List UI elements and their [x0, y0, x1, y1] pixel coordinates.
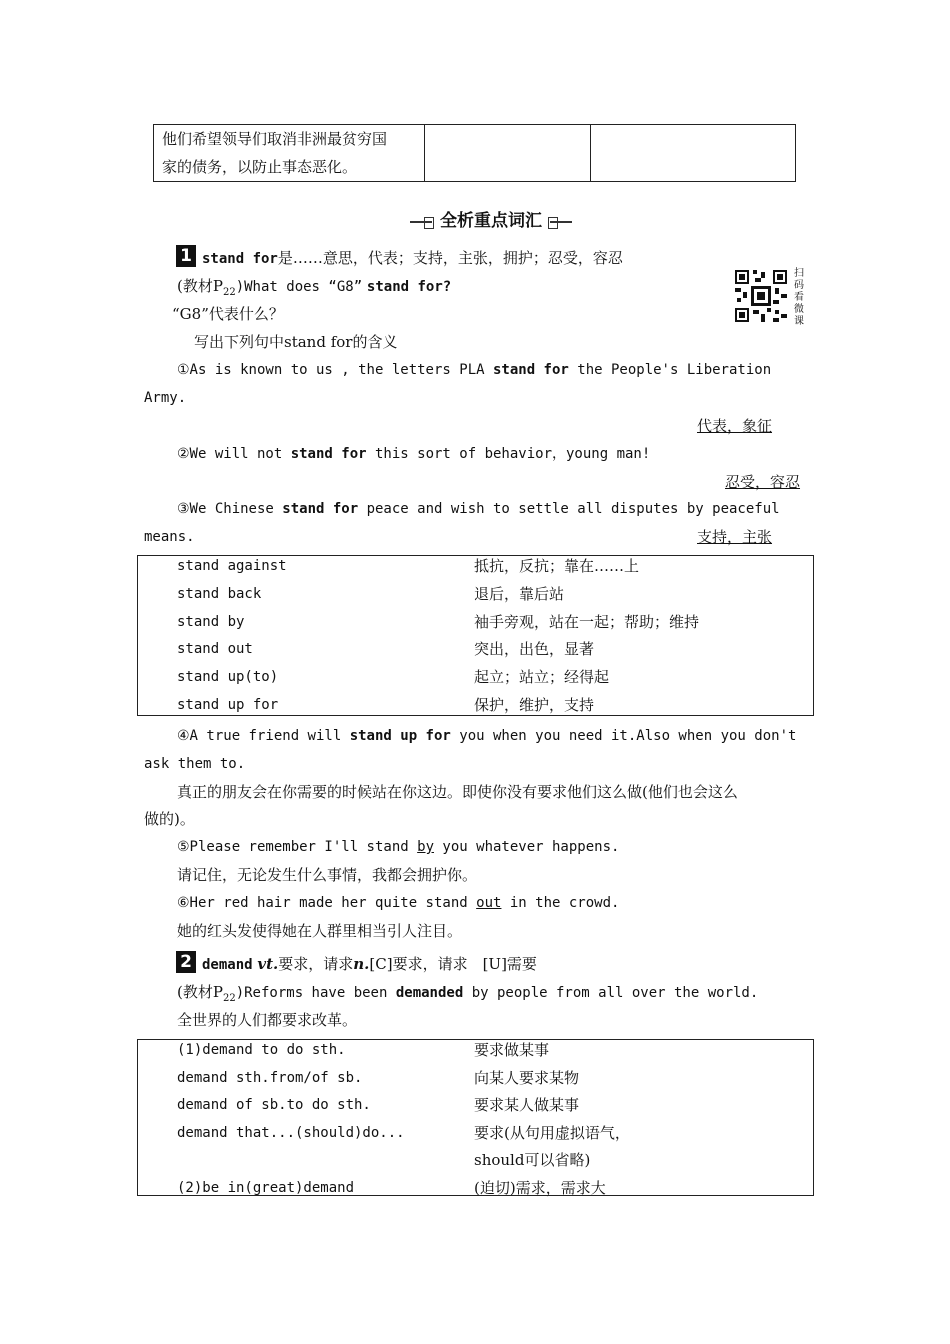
example-text: ④A true friend will — [177, 728, 350, 744]
phrase-english: stand against — [177, 558, 287, 574]
textbook-bold: stand for? — [366, 279, 452, 295]
phrase-chinese: (迫切)需求，需求大 — [474, 1179, 606, 1197]
section-title: 全析重点词汇 — [440, 211, 542, 231]
item2-textbook — [177, 981, 758, 1010]
phrase-chinese: 突出，出色，显著 — [474, 640, 595, 659]
example-4 — [177, 725, 796, 747]
banner-rule-right — [550, 221, 572, 223]
example-3 — [177, 498, 780, 520]
example-text: in the crowd. — [501, 895, 620, 911]
phrase-chinese: 起立；站立；经得起 — [474, 668, 610, 687]
item-number-1: 1 — [176, 245, 196, 267]
example-3-line2: means. — [144, 529, 195, 545]
example-4-translation: 真正的朋友会在你需要的时候站在你这边。即使你没有要求他们这么做(他们也会这么 — [177, 783, 738, 801]
example-2 — [177, 443, 650, 465]
qr-label: 扫码看微课 — [794, 268, 804, 327]
example-text: the People's Liberation — [568, 362, 772, 378]
table-cell-chinese — [154, 125, 425, 181]
phrase-english: (1)demand to do sth. — [177, 1042, 346, 1058]
table-cell-empty — [425, 125, 591, 181]
example-6 — [177, 892, 619, 914]
example-bold: stand for — [492, 362, 569, 378]
headword-meaning: 是……意思，代表；支持，主张，拥护；忍受，容忍 — [277, 249, 623, 267]
answer-2: 忍受，容忍 — [725, 473, 801, 491]
instruction: 写出下列句中stand for的含义 — [194, 333, 398, 351]
phrase-chinese: 要求某人做某事 — [474, 1096, 580, 1115]
phrase-english: demand that...(should)do... — [177, 1124, 405, 1141]
example-5 — [177, 836, 619, 858]
example-1-line2: Army. — [144, 390, 187, 406]
textbook-sentence: )Reforms have been — [235, 985, 396, 1001]
example-5-translation: 请记住，无论发生什么事情，我都会拥护你。 — [177, 866, 478, 884]
example-4-translation-line2: 做的)。 — [144, 810, 195, 828]
phrase-english: demand sth.from/of sb. — [177, 1069, 363, 1086]
example-underlined: out — [476, 895, 502, 911]
textbook-prefix: (教材P — [177, 277, 223, 295]
textbook-prefix: (教材P — [177, 983, 223, 1001]
example-bold: stand for — [290, 446, 367, 462]
example-text: this sort of behavior，young man! — [366, 446, 651, 462]
phrase-chinese: 保护，维护，支持 — [474, 696, 595, 714]
example-6-translation: 她的红头发使得她在人群里相当引人注目。 — [177, 922, 463, 940]
banner-bracket-right — [548, 217, 558, 229]
item1-textbook — [177, 275, 451, 304]
table-cell-line: 家的债务，以防止事态恶化。 — [162, 158, 358, 176]
phrase-english: stand by — [177, 613, 245, 630]
phrase-english: stand up(to) — [177, 669, 279, 686]
phrase-english: stand up for — [177, 697, 279, 713]
textbook-bold: demanded — [395, 985, 464, 1001]
table-cell-line: 他们希望领导们取消非洲最贫穷国 — [162, 130, 388, 148]
part-of-speech: vt. — [257, 955, 279, 973]
example-text: you whatever happens. — [434, 839, 620, 855]
translation-table — [153, 124, 796, 182]
headword: stand for — [202, 251, 278, 267]
example-text: ②We will not — [177, 446, 291, 462]
example-text: you when you need it.Also when you don't — [450, 728, 797, 744]
textbook-page: 22 — [222, 993, 236, 1004]
phrase-english: (2)be in(great)demand — [177, 1180, 355, 1196]
phrase-english: demand of sb.to do sth. — [177, 1097, 371, 1114]
answer-3: 支持，主张 — [697, 528, 773, 546]
item-number-2: 2 — [176, 951, 196, 973]
example-text: ③We Chinese — [177, 501, 283, 517]
phrase-chinese: 退后，靠后站 — [474, 584, 565, 603]
textbook-page: 22 — [222, 287, 236, 298]
answer-1: 代表，象征 — [697, 417, 773, 435]
part-of-speech: n. — [353, 955, 370, 973]
phrase-english: stand out — [177, 641, 253, 658]
headword-meaning: [C]要求，请求 [U]需要 — [369, 955, 537, 973]
example-bold: stand for — [282, 501, 359, 517]
example-underlined: by — [417, 839, 434, 855]
item1-heading — [202, 247, 623, 270]
phrase-chinese: 要求(从句用虚拟语气， — [474, 1123, 630, 1142]
example-text: ⑥Her red hair made her quite stand — [177, 895, 477, 911]
example-text: ⑤Please remember I'll stand — [177, 839, 418, 855]
phrase-chinese: 要求做某事 — [474, 1041, 550, 1059]
example-1 — [177, 359, 771, 381]
phrase-chinese: 抵抗，反抗；靠在……上 — [474, 557, 640, 575]
example-bold: stand up for — [349, 728, 451, 744]
qr-code-icon — [733, 268, 789, 324]
phrase-chinese: 袖手旁观，站在一起；帮助；维持 — [474, 612, 700, 631]
textbook-sentence: )What does “G8” — [235, 279, 363, 295]
phrase-english: stand back — [177, 585, 262, 602]
headword: demand — [202, 957, 253, 973]
example-text: ①As is known to us , the letters PLA — [177, 362, 493, 378]
item2-textbook-translation: 全世界的人们都要求改革。 — [177, 1011, 358, 1029]
example-4-line2: ask them to. — [144, 756, 246, 772]
banner-bracket-left — [424, 217, 434, 229]
section-banner — [410, 208, 572, 236]
phrase-chinese: 向某人要求某物 — [474, 1068, 580, 1087]
item2-heading — [202, 953, 537, 976]
example-text: peace and wish to settle all disputes by peaceful — [358, 501, 780, 517]
textbook-translation: “G8”代表什么？ — [172, 305, 284, 323]
phrase-chinese: should可以省略) — [474, 1151, 591, 1170]
textbook-sentence: by people from all over the world. — [463, 985, 759, 1001]
headword-meaning: 要求，请求 — [278, 955, 354, 973]
